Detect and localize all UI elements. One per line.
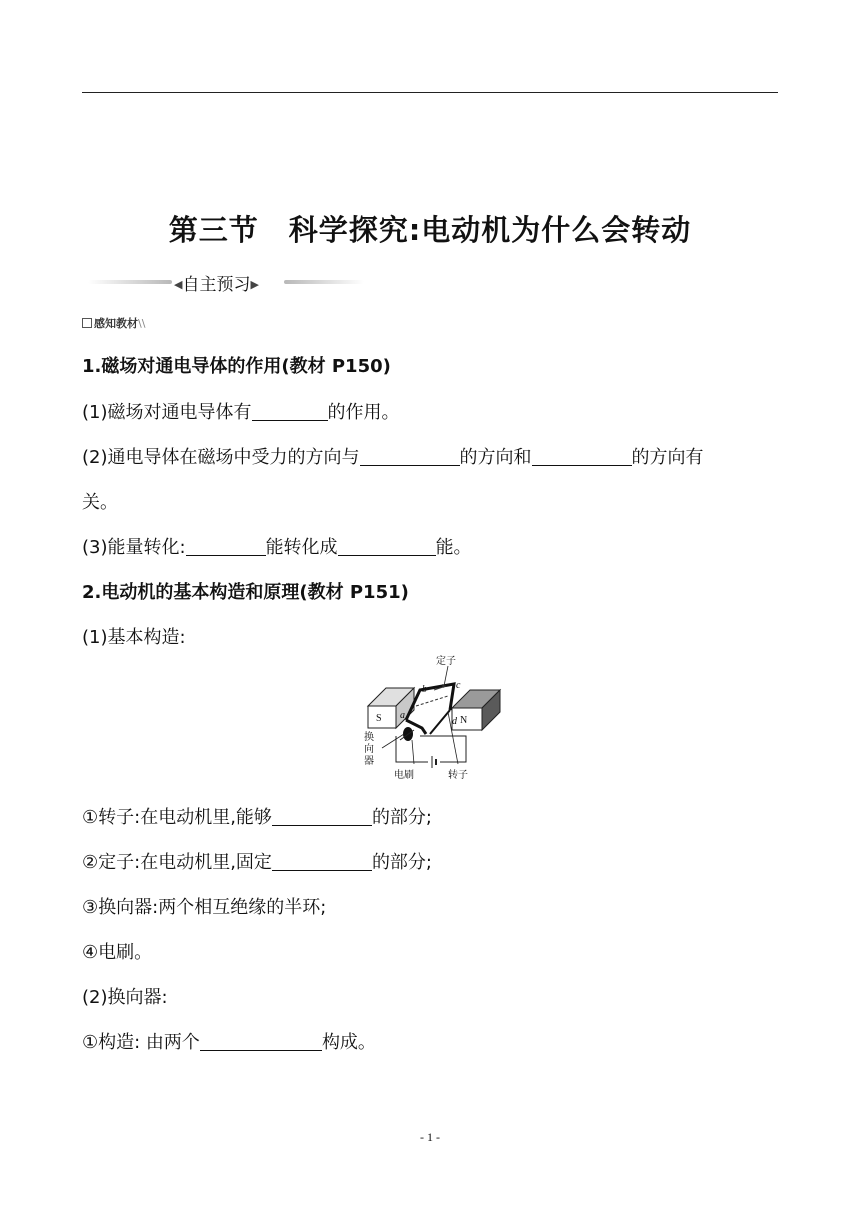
item-rotor [82,803,432,829]
q1-2-text-b: 的方向和 [459,447,532,468]
label-brush: 电刷 [394,770,414,781]
label-rotor: 转子 [448,770,468,781]
item-commutator-structure [82,1028,376,1054]
banner-label [174,270,259,295]
answer-blank[interactable] [200,1032,322,1051]
pole-n-label: N [460,715,468,726]
question-1-2-continued: 关。 [82,492,118,513]
point-d-label: d [452,716,457,727]
tag-label: 感知教材 [94,317,138,330]
pole-s-label: S [376,713,382,724]
question-1-3 [82,533,472,559]
label-stator: 定子 [436,656,456,667]
q1-2-text-a: (2)通电导体在磁场中受力的方向与 [82,447,360,468]
banner-text: 自主预习 [182,275,251,295]
q1-3-text-a: (3)能量转化: [82,537,186,558]
banner-line-right [284,280,364,284]
banner-line-left [88,280,172,284]
answer-blank[interactable] [186,537,266,556]
answer-blank[interactable] [272,807,372,826]
item-stator [82,848,432,874]
section-banner [88,270,368,294]
question-2-1: (1)基本构造: [82,627,186,648]
question-1-1 [82,398,400,424]
answer-blank[interactable] [360,447,460,466]
answer-blank[interactable] [338,537,436,556]
item-structure-text-a: ①构造: 由两个 [82,1032,200,1053]
motor-diagram-svg [356,652,516,782]
q1-2-text-c: 的方向有 [631,447,704,468]
point-b-label: b [422,684,427,695]
question-2-2: (2)换向器: [82,987,168,1008]
item-brush: ④电刷。 [82,942,153,963]
section-number: 第三节 [168,213,259,247]
section-1-heading: 1.磁场对通电导体的作用(教材 P150) [82,356,391,377]
item-stator-text-a: ②定子:在电动机里,固定 [82,852,272,873]
point-c-label: c [456,680,461,691]
slash-icon: \\ [138,317,146,330]
label-commutator-1: 换 [364,732,374,743]
page-number: - 1 - [420,1130,440,1144]
q1-1-text-a: (1)磁场对通电导体有 [82,402,252,423]
q1-3-text-b: 能转化成 [265,537,338,558]
point-a-label: a [400,710,405,721]
header-rule [82,92,778,93]
motor-diagram [356,652,516,782]
q1-1-text-b: 的作用。 [327,402,400,423]
answer-blank[interactable] [252,402,328,421]
item-structure-text-b: 构成。 [321,1032,376,1053]
item-commutator: ③换向器:两个相互绝缘的半环; [82,897,327,918]
commutator [400,727,414,741]
square-icon [82,318,92,328]
item-rotor-text-a: ①转子:在电动机里,能够 [82,807,272,828]
q1-3-text-c: 能。 [435,537,472,558]
arrow-left-icon: ◀ [174,278,183,291]
item-stator-text-b: 的部分; [371,852,433,873]
section-title: 科学探究:电动机为什么会转动 [288,213,692,247]
question-1-2 [82,443,704,469]
subsection-tag [82,315,145,331]
label-commutator-2: 向 [364,744,374,755]
arrow-right-icon: ▶ [250,278,259,291]
item-rotor-text-b: 的部分; [371,807,433,828]
answer-blank[interactable] [532,447,632,466]
answer-blank[interactable] [272,852,372,871]
section-2-heading: 2.电动机的基本构造和原理(教材 P151) [82,582,409,603]
label-commutator-3: 器 [364,756,374,767]
page-title [0,208,860,249]
